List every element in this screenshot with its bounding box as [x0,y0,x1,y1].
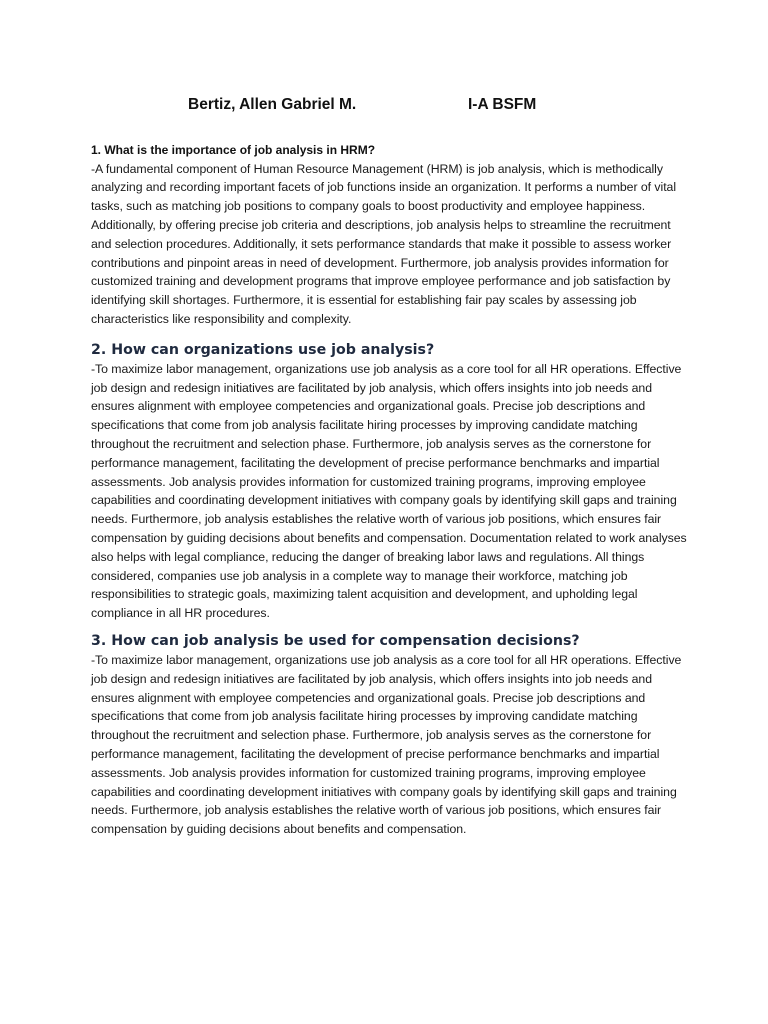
question-block-3 [91,631,687,839]
answer-text-1: -A fundamental component of Human Resource Management (HRM) is job analysis, which is methodically analyzing and recording important facets of job functions inside an organization. It performs a number of vital tasks, such as matching job positions to company goals to boost productivity and employee happiness. Additionally, by offering precise job criteria and descriptions, job analysis helps to streamline the recruitment and selection procedures. Additionally, it sets performance standards that make it possible to assess worker contributions and pinpoint areas in need of development. Furthermore, job analysis provides information for customized training and development programs that improve employee performance and job satisfaction by identifying skill shortages. Furthermore, it is essential for establishing fair pay scales by assessing job characteristics like responsibility and complexity. [91,161,677,326]
class-section: I-A BSFM [468,96,537,113]
document-header [0,96,768,118]
answer-text-3: -To maximize labor management, organizations use job analysis as a core tool for all HR operations. Effective job design and redesign initiatives are facilitated by job analysis, which offers insights into job needs and ensures alignment with employee competencies and organizational goals. Precise job descriptions and specifications that come from job analysis facilitate hiring processes by improving candidate matching throughout the recruitment and selection phase. Furthermore, job analysis serves as the cornerstone for performance management, facilitating the development of precise performance benchmarks and impartial assessments. Job analysis provides information for customized training programs, improving employee capabilities and coordinating development initiatives with company goals by identifying skill gaps and training needs. Furthermore, job analysis establishes the relative worth of various job positions, which ensures fair compensation by guiding decisions about benefits and compensation. [91,652,682,837]
question-title-2: 2. How can organizations use job analysis? [91,341,435,358]
document-body [91,141,687,839]
answer-text-2: -To maximize labor management, organizations use job analysis as a core tool for all HR operations. Effective job design and redesign initiatives are facilitated by job analysis, which offers insights into job needs and ensures alignment with employee competencies and organizational goals. Precise job descriptions and specifications that come from job analysis facilitate hiring processes by improving candidate matching throughout the recruitment and selection phase. Furthermore, job analysis serves as the cornerstone for performance management, facilitating the development of precise performance benchmarks and impartial assessments. Job analysis provides information for customized training programs, improving employee capabilities and coordinating development initiatives with company goals by identifying skill gaps and training needs. Furthermore, job analysis establishes the relative worth of various job positions, which ensures fair compensation by guiding decisions about benefits and compensation. Documentation related to work analyses also helps with legal compliance, reducing the danger of breaking labor laws and regulations. All things considered, companies use job analysis in a complete way to manage their workforce, matching job responsibilities to strategic goals, maximizing talent acquisition and development, and upholding legal compliance in all HR procedures. [91,361,687,621]
question-title-1: 1. What is the importance of job analysis in HRM? [91,143,376,157]
question-block-2 [91,340,687,623]
student-name: Bertiz, Allen Gabriel M. [188,96,357,113]
question-block-1 [91,141,687,329]
question-title-3: 3. How can job analysis be used for compensation decisions? [91,632,580,649]
